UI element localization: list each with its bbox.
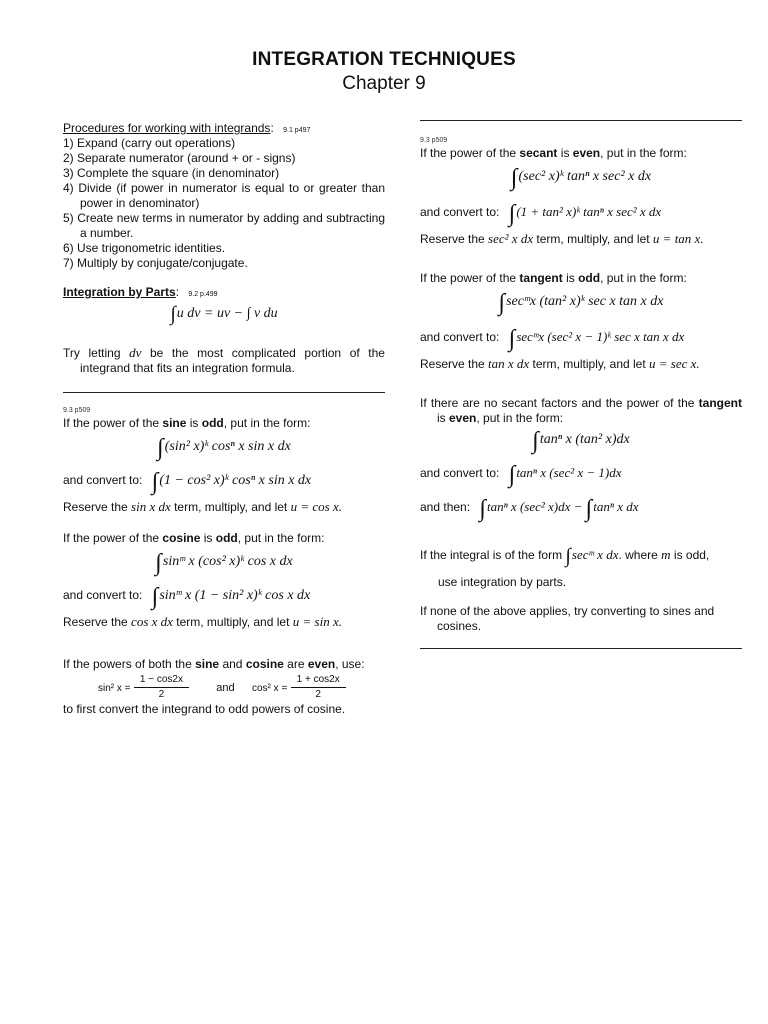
secant-even-form: ∫(sec² x)ᵏ tanⁿ x sec² x dx [510,164,652,191]
procedure-item: 6) Use trigonometric identities. [63,241,226,255]
procedures-list [63,136,385,271]
integral-form-line2: use integration by parts. [438,575,567,590]
parts-heading-line [63,285,385,300]
sin-squared-fraction: $\frac{1 - \cos 2x}{2}$ [134,674,189,702]
cos-squared-lhs: cos² x = [252,682,288,694]
procedure-item: 4) Divide (if power in numerator is equal to or greater than power in denominator) [63,181,385,210]
both-even-footer: to first convert the integrand to odd powers of cosine. [63,701,346,716]
procedures-colon: : [270,121,274,135]
cosine-odd-rule: If the power of the cosine is odd, put in the form: [63,531,325,546]
cosine-odd-form: ∫sinᵐ x (cos² x)ᵏ cos x dx [155,550,293,577]
cos-squared-fraction: $\frac{1 + \cos 2x}{2}$ [291,674,346,702]
parts-formula-text: u dv = uv − ∫ v du [176,306,278,321]
both-even-rule: If the powers of both the sine and cosine are even, use: [63,656,365,671]
integral-sign: ∫ [170,303,176,325]
parts-heading: Integration by Parts [63,285,176,299]
procedure-item: 2) Separate numerator (around + or - signs) [63,151,296,165]
no-secant-convert: and convert to: ∫tanⁿ x (sec² x − 1)dx [420,462,622,489]
tangent-odd-rule: If the power of the tangent is odd, put in the form: [420,271,687,285]
secant-ref: 9.3 p509 [420,137,448,144]
tangent-odd-convert: and convert to: ∫secᵐx (sec² x − 1)ᵏ sec x tan x dx [420,326,685,352]
procedure-item: 3) Complete the square (in denominator) [63,166,280,180]
secant-even-convert: and convert to: ∫(1 + tan² x)ᵏ tanⁿ x sec² x dx [420,200,662,227]
procedures-heading-line [63,121,385,136]
sine-odd-rule: If the power of the sine is odd, put in the form: [63,416,311,430]
parts-colon: : [175,285,180,299]
parts-tip-post: be the most complicated portion of the integrand that fits an integration formula. [80,346,385,376]
sine-odd-form: ∫(sin² x)ᵏ cosⁿ x sin x dx [157,435,291,461]
procedures-ref: 9.1 p497 [283,127,311,134]
trig-ref: 9.3 p509 [63,407,91,415]
procedure-item: 5) Create new terms in numerator by adding and subtracting a number. [63,211,385,240]
secant-even-reserve: Reserve the sec² x dx term, multiply, and let u = tan x. [420,230,704,246]
sine-odd-reserve: Reserve the sin x dx term, multiply, and let u = cos x. [63,499,342,514]
page-subtitle: Chapter 9 [342,73,426,94]
page-title: INTEGRATION TECHNIQUES [252,49,516,70]
parts-tip-pre: Try letting [63,346,121,360]
none-applies: If none of the above applies, try converting to sines and cosines. [420,604,715,634]
and-label: and [216,681,235,694]
no-secant-rule: If there are no secant factors and the power of the tangent is even, put in the form: [420,396,742,426]
integral-form-rule: If the integral is of the form ∫secᵐ x dx. where m is odd, [420,545,710,568]
cosine-odd-reserve: Reserve the cos x dx term, multiply, and let u = sin x. [63,614,342,630]
secant-even-rule: If the power of the secant is even, put in the form: [420,145,687,160]
section-divider [63,392,385,393]
tangent-odd-form: ∫secᵐx (tan² x)ᵏ sec x tan x dx [498,290,664,316]
procedures-heading: Procedures for working with integrands [63,121,271,135]
parts-tip-var: dv [129,345,142,360]
parts-ref: 9.2 p.499 [188,291,218,298]
no-secant-form: ∫tanⁿ x (tan² x)dx [532,428,630,455]
sine-odd-convert: and convert to: ∫(1 − cos² x)ᵏ cosⁿ x sin x dx [63,469,312,495]
no-secant-then: and then: ∫tanⁿ x (sec² x)dx − ∫tanⁿ x dx [420,496,639,523]
procedure-item: 1) Expand (carry out operations) [63,136,236,150]
procedure-item: 7) Multiply by conjugate/conjugate. [63,256,248,270]
half-angle-identities [63,674,385,702]
right-column [420,120,742,649]
parts-tip [63,345,385,376]
section-divider [420,648,742,649]
sin-squared-lhs: sin² x = [98,682,131,694]
parts-formula [63,302,385,327]
left-column [63,121,385,717]
tangent-odd-reserve: Reserve the tan x dx term, multiply, and let u = sec x. [420,356,700,371]
cosine-odd-convert: and convert to: ∫sinᵐ x (1 − sin² x)ᵏ cos x dx [63,584,311,611]
section-divider [420,120,742,121]
